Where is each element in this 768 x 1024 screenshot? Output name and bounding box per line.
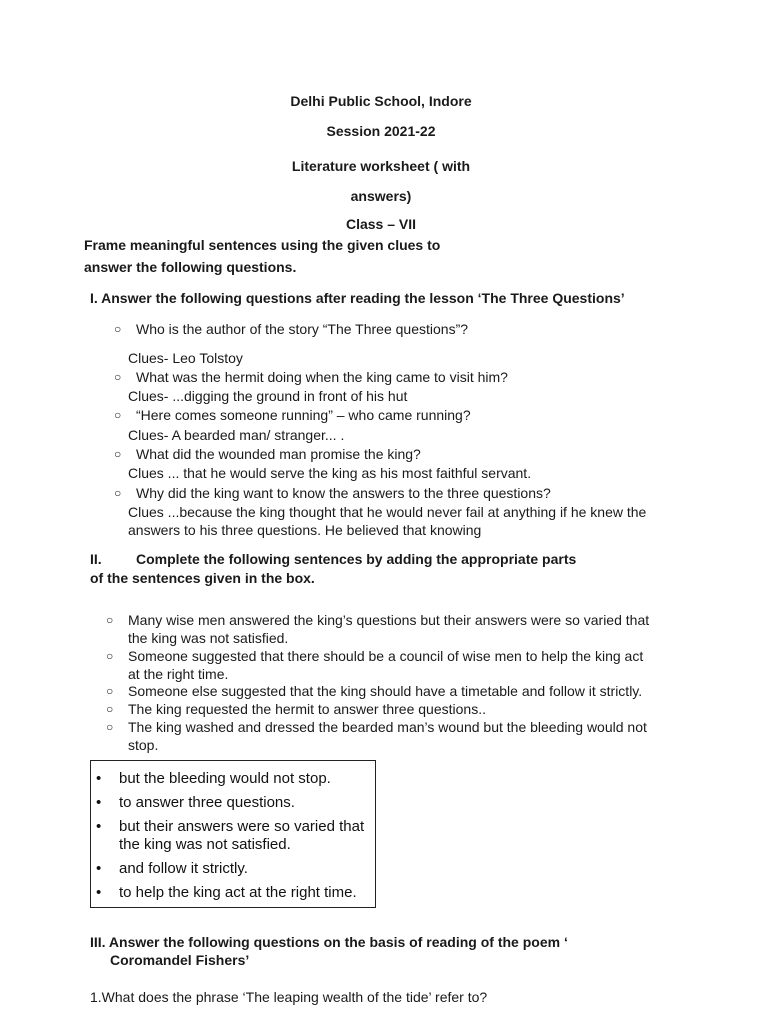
section1-question-2: What was the hermit doing when the king came to visit him? <box>136 369 508 385</box>
bullet-icon: ○ <box>106 613 114 627</box>
section2-sentence-2-cont: at the right time. <box>128 666 229 682</box>
bullet-icon: ○ <box>114 447 122 461</box>
section2-sentence-2: Someone suggested that there should be a council of wise men to help the king act <box>128 648 644 664</box>
bullet-icon: ○ <box>106 649 114 663</box>
section3-question-1: 1.What does the phrase ‘The leaping wealth of the tide’ refer to? <box>90 989 488 1005</box>
class-label: Class – VII <box>345 216 417 232</box>
section2-sentence-5-cont: stop. <box>128 737 159 753</box>
instruction-line1: Frame meaningful sentences using the given clues to <box>84 237 441 253</box>
section1-question-4: What did the wounded man promise the king? <box>136 446 421 462</box>
session: Session 2021-22 <box>326 123 436 139</box>
bullet-icon: • <box>96 860 102 877</box>
section1-question-3: “Here comes someone running” – who came running? <box>136 407 471 423</box>
section1-clue-2: Clues- ...digging the ground in front of his hut <box>128 388 408 404</box>
box-item-text: but their answers were so varied that <box>119 818 365 835</box>
section2-title-line1: Complete the following sentences by adding the appropriate parts <box>136 551 577 567</box>
section1-title: I. Answer the following questions after reading the lesson ‘The Three Questions’ <box>90 290 625 306</box>
section2-sentence-3: Someone else suggested that the king should have a timetable and follow it strictly. <box>128 683 643 699</box>
instruction-line2: answer the following questions. <box>84 259 297 275</box>
section2-sentence-5: The king washed and dressed the bearded man’s wound but the bleeding would not <box>128 719 647 735</box>
box-item-text: the king was not satisfied. <box>119 836 291 853</box>
school-name: Delhi Public School, Indore <box>290 93 472 109</box>
worksheet-title-line2: answers) <box>350 188 412 204</box>
section1-clue-5: Clues ...because the king thought that he would never fail at anything if he knew the <box>128 504 647 520</box>
bullet-icon: ○ <box>106 684 114 698</box>
bullet-icon: • <box>96 794 102 811</box>
bullet-icon: ○ <box>106 702 114 716</box>
section1-clue-3: Clues- A bearded man/ stranger... . <box>128 427 345 443</box>
section1-clue-4: Clues ... that he would serve the king as his most faithful servant. <box>128 465 532 481</box>
bullet-icon: ○ <box>114 408 122 422</box>
section1-question-5: Why did the king want to know the answers to the three questions? <box>136 485 551 501</box>
section1-question-1: Who is the author of the story “The Three questions”? <box>136 321 469 337</box>
box-item-text: to answer three questions. <box>119 794 295 811</box>
section2-sentence-1: Many wise men answered the king’s questions but their answers were so varied that <box>128 612 650 628</box>
bullet-icon: • <box>96 770 102 787</box>
bullet-icon: • <box>96 818 102 835</box>
section1-clue-5-cont: answers to his three questions. He believed that knowing <box>128 522 482 538</box>
worksheet-title-line1: Literature worksheet ( with <box>291 158 471 174</box>
section3-title-line2: Coromandel Fishers’ <box>110 952 250 968</box>
section2-number: II. <box>90 551 102 567</box>
clue-box <box>90 760 376 908</box>
box-item-text: and follow it strictly. <box>119 860 248 877</box>
section1-clue-1: Clues- Leo Tolstoy <box>128 350 243 366</box>
section3-title-line1: III. Answer the following questions on the basis of reading of the poem ‘ <box>90 934 568 950</box>
section2-sentence-4: The king requested the hermit to answer three questions.. <box>128 701 486 717</box>
bullet-icon: ○ <box>114 322 122 336</box>
bullet-icon: ○ <box>114 486 122 500</box>
section2-sentence-1-cont: the king was not satisfied. <box>128 630 289 646</box>
bullet-icon: • <box>96 884 102 901</box>
box-item-text: to help the king act at the right time. <box>119 884 357 901</box>
box-item-text: but the bleeding would not stop. <box>119 770 331 787</box>
bullet-icon: ○ <box>106 720 114 734</box>
bullet-icon: ○ <box>114 370 122 384</box>
section2-title-line2: of the sentences given in the box. <box>90 570 315 586</box>
